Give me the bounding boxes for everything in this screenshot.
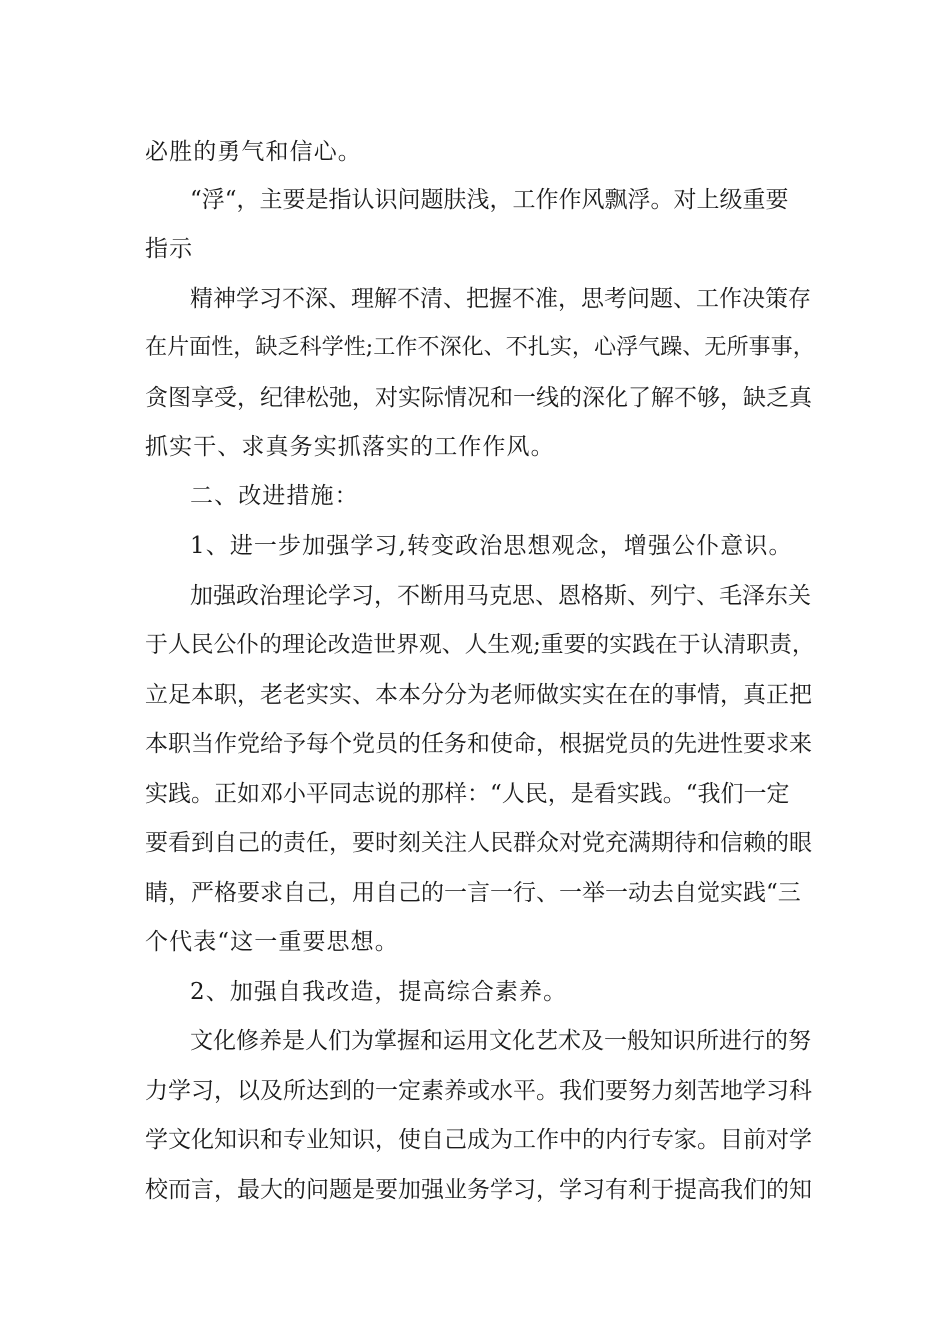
text-line: 个代表“这一重要思想。 — [145, 929, 399, 955]
text-line: 精神学习不深、理解不清、把握不准，思考问题、工作决策存 — [190, 286, 811, 312]
text-line: 贪图享受，纪律松弛，对实际情况和一线的深化了解不够，缺乏真 — [145, 385, 812, 411]
text-line: 本职当作党给予每个党员的任务和使命，根据党员的先进性要求来 — [145, 731, 812, 757]
text-line: “浮“，主要是指认识问题肤浅，工作作风飘浮。对上级重要 — [190, 187, 789, 213]
text-line: 于人民公仆的理论改造世界观、人生观;重要的实践在于认清职责， — [145, 632, 815, 658]
text-line: 文化修养是人们为掌握和运用文化艺术及一般知识所进行的努 — [190, 1028, 811, 1054]
text-line: 力学习，以及所达到的一定素养或水平。我们要努力刻苦地学习科 — [145, 1078, 812, 1104]
text-line: 立足本职，老老实实、本本分分为老师做实实在在的事情，真正把 — [145, 682, 812, 708]
text-line: 指示 — [145, 236, 194, 262]
text-line: 睛，严格要求自己，用自己的一言一行、一举一动去自觉实践“三 — [145, 880, 801, 906]
section-heading: 二、改进措施： — [190, 483, 359, 509]
text-line: 抓实干、求真务实抓落实的工作作风。 — [145, 434, 555, 460]
subsection-heading: 2、加强自我改造，提高综合素养。 — [190, 979, 568, 1005]
text-line: 要看到自己的责任，要时刻关注人民群众对党充满期待和信赖的眼 — [145, 830, 812, 856]
subsection-heading: 1、进一步加强学习,转变政治思想观念，增强公仆意识。 — [190, 533, 793, 559]
text-line: 学文化知识和专业知识，使自己成为工作中的内行专家。目前对学 — [145, 1127, 812, 1153]
text-line: 校而言，最大的问题是要加强业务学习，学习有利于提高我们的知 — [145, 1177, 812, 1203]
text-line: 实践。正如邓小平同志说的那样：“人民，是看实践。“我们一定 — [145, 781, 790, 807]
text-line: 必胜的勇气和信心。 — [145, 139, 362, 165]
text-line: 加强政治理论学习，不断用马克思、恩格斯、列宁、毛泽东关 — [190, 583, 811, 609]
text-line: 在片面性，缺乏科学性;工作不深化、不扎实，心浮气躁、无所事事， — [145, 335, 815, 360]
